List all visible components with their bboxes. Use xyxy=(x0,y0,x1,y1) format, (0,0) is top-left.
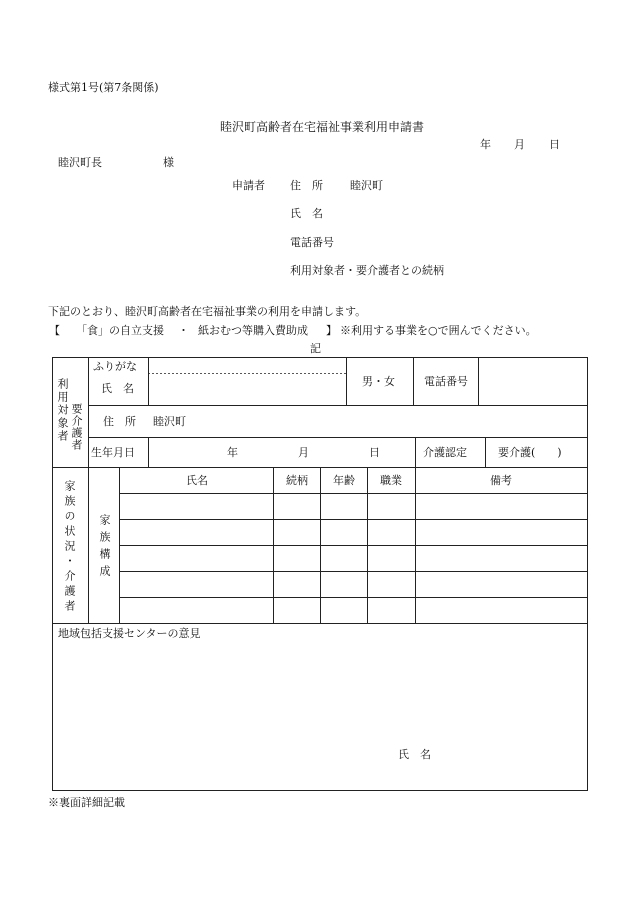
bracket-close: 】 xyxy=(326,324,337,337)
birth-year-label: 年 xyxy=(227,446,238,459)
col-notes-header: 備考 xyxy=(490,474,512,487)
ki-label: 記 xyxy=(310,342,321,355)
care-level-field[interactable]: 要介護( ) xyxy=(498,446,562,459)
statement-line: 下記のとおり、睦沢町高齢者在宅福祉事業の利用を申請します。 xyxy=(48,305,367,318)
section-care-label: 要介護者 xyxy=(70,403,83,451)
form-number: 様式第1号(第7条関係) xyxy=(48,81,159,94)
signature-name-label: 氏 名 xyxy=(398,748,431,761)
care-cert-label: 介護認定 xyxy=(423,446,467,459)
applicant-name-label: 氏 名 xyxy=(290,207,323,220)
col-relation-header: 続柄 xyxy=(286,474,308,487)
option-diaper-subsidy[interactable]: 紙おむつ等購入費助成 xyxy=(198,324,308,337)
gender-option[interactable]: 男・女 xyxy=(362,375,395,388)
section-user-label: 利用対象者 xyxy=(56,378,69,443)
birth-day-label: 日 xyxy=(369,446,380,459)
applicant-phone-label: 電話番号 xyxy=(290,236,334,249)
applicant-label: 申請者 xyxy=(232,179,265,192)
col-name-header: 氏名 xyxy=(186,474,208,487)
family-structure-label: 家族構成 xyxy=(98,514,111,582)
family-section-label: 家族の状況・介護者 xyxy=(63,480,76,615)
form-title: 睦沢町高齢者在宅福祉事業利用申請書 xyxy=(220,120,425,134)
name-label: 氏 名 xyxy=(101,382,134,395)
applicant-relation-label: 利用対象者・要介護者との続柄 xyxy=(290,264,444,277)
footer-note: ※裏面詳細記載 xyxy=(48,796,125,809)
applicant-address-label: 住 所 xyxy=(290,179,323,192)
option-meal-support[interactable]: 「食」の自立支援 xyxy=(76,324,164,337)
date-year-label: 年 xyxy=(480,138,491,151)
applicant-address-value[interactable]: 睦沢町 xyxy=(350,179,383,192)
addressee-suffix: 様 xyxy=(163,156,174,169)
col-job-header: 職業 xyxy=(380,474,402,487)
birth-month-label: 月 xyxy=(298,446,309,459)
bracket-open: 【 xyxy=(49,324,60,337)
col-age-header: 年齢 xyxy=(333,474,355,487)
user-address-value[interactable]: 睦沢町 xyxy=(153,415,186,428)
selection-note: ※利用する事業を○で囲んでください。 xyxy=(340,324,537,337)
user-phone-label: 電話番号 xyxy=(424,375,468,388)
furigana-label: ふりがな xyxy=(93,360,137,373)
date-day-label: 日 xyxy=(549,138,560,151)
center-opinion-label: 地域包括支援センターの意見 xyxy=(58,627,201,640)
birthdate-label: 生年月日 xyxy=(91,446,135,459)
date-month-label: 月 xyxy=(514,138,525,151)
option-separator: ・ xyxy=(178,324,189,337)
user-address-label: 住 所 xyxy=(103,415,136,428)
addressee: 睦沢町長 xyxy=(58,156,102,169)
